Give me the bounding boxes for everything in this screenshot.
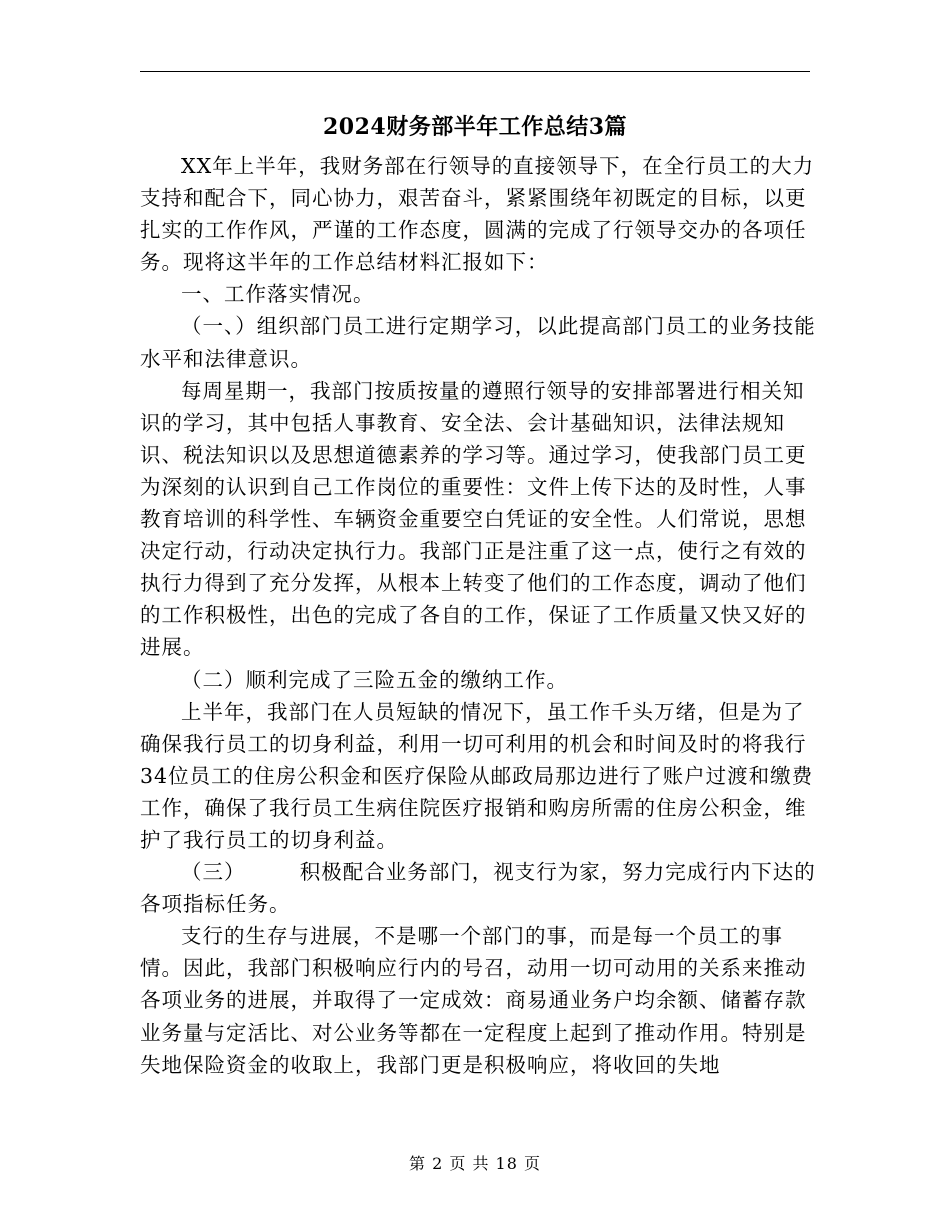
page-number: 第 2 页 共 18 页 <box>409 1154 541 1173</box>
header-rule <box>140 71 810 72</box>
subsection-heading-1: （一、）组织部门员工进行定期学习，以此提高部门员工的业务技能水平和法律意识。 <box>140 314 816 371</box>
paragraph-insurance: 上半年，我部门在人员短缺的情况下，虽工作千头万绪，但是为了确保我行员工的切身利益，利用一切可利用的机会和时间及时的将我行34位员工的住房公积金和医疗保险从邮政局那边进行了账户过渡和缴费工作，确保了我行员工生病住院医疗报销和购房所需的住房公积金，维护了我行员工的切身利益。 <box>140 699 814 852</box>
section-heading-1: 一、工作落实情况。 <box>181 282 375 307</box>
subsection-heading-2: （二）顺利完成了三险五金的缴纳工作。 <box>181 667 568 692</box>
paragraph-intro: XX年上半年，我财务部在行领导的直接领导下，在全行员工的大力支持和配合下，同心协力，艰苦奋斗，紧紧围绕年初既定的目标，以更扎实的工作作风，严谨的工作态度，圆满的完成了行领导交办的各项任务。现将这半年的工作总结材料汇报如下： <box>140 154 815 275</box>
document-title: 2024财务部半年工作总结3篇 <box>322 114 628 140</box>
subsection-heading-3: （三） 积极配合业务部门，视支行为家，努力完成行内下达的各项指标任务。 <box>140 860 816 917</box>
document-body <box>140 150 820 1081</box>
paragraph-business: 支行的生存与进展，不是哪一个部门的事，而是每一个员工的事情。因此，我部门积极响应行内的号召，动用一切可动用的关系来推动各项业务的进展，并取得了一定成效：商易通业务户均余额、储蓄存款业务量与定活比、对公业务等都在一定程度上起到了推动作用。特别是失地保险资金的收取上，我部门更是积极响应，将收回的失地 <box>140 924 807 1077</box>
paragraph-study: 每周星期一，我部门按质按量的遵照行领导的安排部署进行相关知识的学习，其中包括人事教育、安全法、会计基础知识，法律法规知识、税法知识以及思想道德素养的学习等。通过学习，使我部门员工更为深刻的认识到自己工作岗位的重要性：文件上传下达的及时性，人事教育培训的科学性、车辆资金重要空白凭证的安全性。人们常说，思想决定行动，行动决定执行力。我部门正是注重了这一点，使行之有效的执行力得到了充分发挥，从根本上转变了他们的工作态度，调动了他们的工作积极性，出色的完成了各自的工作，保证了工作质量又快又好的进展。 <box>140 378 807 660</box>
